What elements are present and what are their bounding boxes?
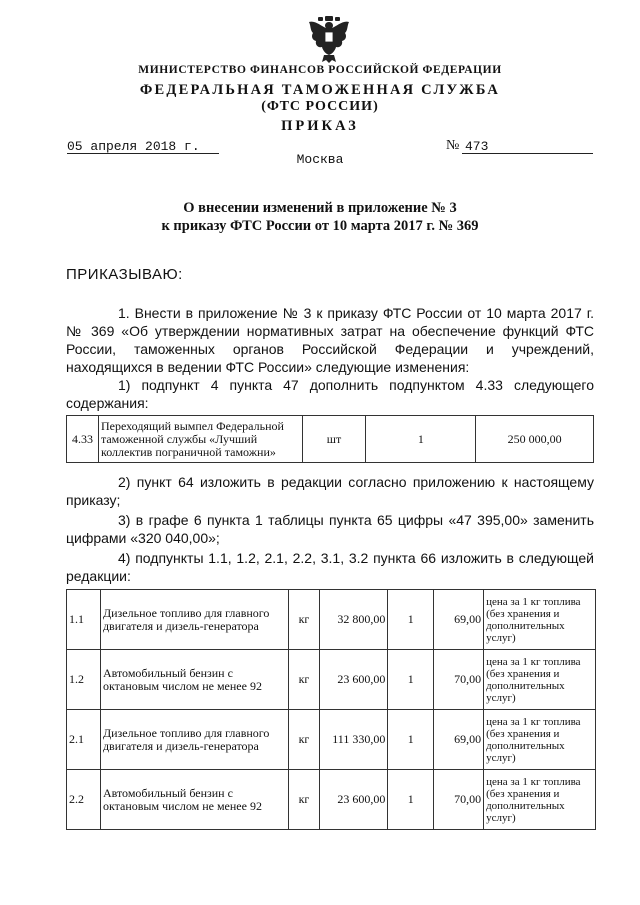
table-row bbox=[67, 710, 596, 770]
cell-name: Дизельное топливо для главного двигателя и дизель-генератора bbox=[100, 710, 288, 770]
cell-quantity: 1 bbox=[366, 416, 476, 463]
cell-name: Автомобильный бензин с октановым числом не менее 92 bbox=[100, 650, 288, 710]
coat-of-arms-emblem bbox=[306, 14, 352, 64]
paragraph-subitem-4: 4) подпункты 1.1, 1.2, 2.1, 2.2, 3.1, 3.2 пункта 66 изложить в следующей редакции: bbox=[66, 550, 594, 584]
cell-unit: кг bbox=[288, 590, 320, 650]
cell-name: Переходящий вымпел Федеральной таможенной службы «Лучший коллектив пограничной таможни» bbox=[98, 416, 302, 463]
cell-unit: кг bbox=[288, 710, 320, 770]
cell-unit: шт bbox=[302, 416, 366, 463]
paragraph-subitem-2: 2) пункт 64 изложить в редакции согласно приложению к настоящему приказу; bbox=[66, 474, 594, 508]
cell-quantity: 1 bbox=[388, 590, 434, 650]
cell-code: 4.33 bbox=[67, 416, 99, 463]
cell-note: цена за 1 кг топлива (без хранения и дополнительных услуг) bbox=[484, 650, 596, 710]
service-short-name: (ФТС РОССИИ) bbox=[261, 99, 379, 114]
prikazyvayu-heading: ПРИКАЗЫВАЮ: bbox=[66, 266, 183, 283]
cell-price: 69,00 bbox=[434, 710, 484, 770]
cell-note: цена за 1 кг топлива (без хранения и дополнительных услуг) bbox=[484, 590, 596, 650]
service-name: ФЕДЕРАЛЬНАЯ ТАМОЖЕННАЯ СЛУЖБА bbox=[139, 82, 501, 98]
cell-unit: кг bbox=[288, 650, 320, 710]
table-fuel-items bbox=[66, 589, 596, 830]
cell-code: 2.2 bbox=[67, 770, 101, 830]
document-title-line-1: О внесении изменений в приложение № 3 bbox=[183, 200, 457, 216]
cell-amount: 111 330,00 bbox=[320, 710, 388, 770]
cell-code: 1.1 bbox=[67, 590, 101, 650]
ministry-name: МИНИСТЕРСТВО ФИНАНСОВ РОССИЙСКОЙ ФЕДЕРАЦИИ bbox=[138, 64, 502, 76]
cell-note: цена за 1 кг топлива (без хранения и дополнительных услуг) bbox=[484, 770, 596, 830]
cell-quantity: 1 bbox=[388, 710, 434, 770]
cell-quantity: 1 bbox=[388, 650, 434, 710]
table-item-4-33 bbox=[66, 415, 594, 463]
cell-name: Дизельное топливо для главного двигателя и дизель-генератора bbox=[100, 590, 288, 650]
cell-name: Автомобильный бензин с октановым числом не менее 92 bbox=[100, 770, 288, 830]
table-row bbox=[67, 590, 596, 650]
cell-price: 69,00 bbox=[434, 590, 484, 650]
cell-price: 250 000,00 bbox=[476, 416, 594, 463]
order-number: 473 bbox=[465, 139, 489, 154]
paragraph-subitem-1: 1) подпункт 4 пункта 47 дополнить подпунктом 4.33 следующего содержания: bbox=[66, 377, 594, 411]
cell-amount: 23 600,00 bbox=[320, 650, 388, 710]
cell-note: цена за 1 кг топлива (без хранения и дополнительных услуг) bbox=[484, 710, 596, 770]
document-type: ПРИКАЗ bbox=[281, 118, 359, 134]
paragraph-subitem-3: 3) в графе 6 пункта 1 таблицы пункта 65 цифры «47 395,00» заменить цифрами «320 040,00»; bbox=[66, 512, 594, 546]
cell-quantity: 1 bbox=[388, 770, 434, 830]
cell-code: 1.2 bbox=[67, 650, 101, 710]
cell-code: 2.1 bbox=[67, 710, 101, 770]
paragraph-1: 1. Внести в приложение № 3 к приказу ФТС России от 10 марта 2017 г. № 369 «Об утверждении нормативных затрат на обеспечение функций ФТС России, таможенных органов Российской Федерации и учреждений, находящихся в ведении ФТС России» следующие изменения: bbox=[66, 305, 594, 375]
document-title-line-2: к приказу ФТС России от 10 марта 2017 г. № 369 bbox=[161, 218, 479, 234]
order-number-sign: № bbox=[446, 138, 460, 153]
order-date: 05 апреля 2018 г. bbox=[67, 139, 200, 154]
table-row bbox=[67, 650, 596, 710]
cell-amount: 23 600,00 bbox=[320, 770, 388, 830]
table-row bbox=[67, 416, 594, 463]
cell-price: 70,00 bbox=[434, 650, 484, 710]
cell-price: 70,00 bbox=[434, 770, 484, 830]
table-row bbox=[67, 770, 596, 830]
cell-amount: 32 800,00 bbox=[320, 590, 388, 650]
cell-unit: кг bbox=[288, 770, 320, 830]
order-city: Москва bbox=[296, 152, 344, 167]
